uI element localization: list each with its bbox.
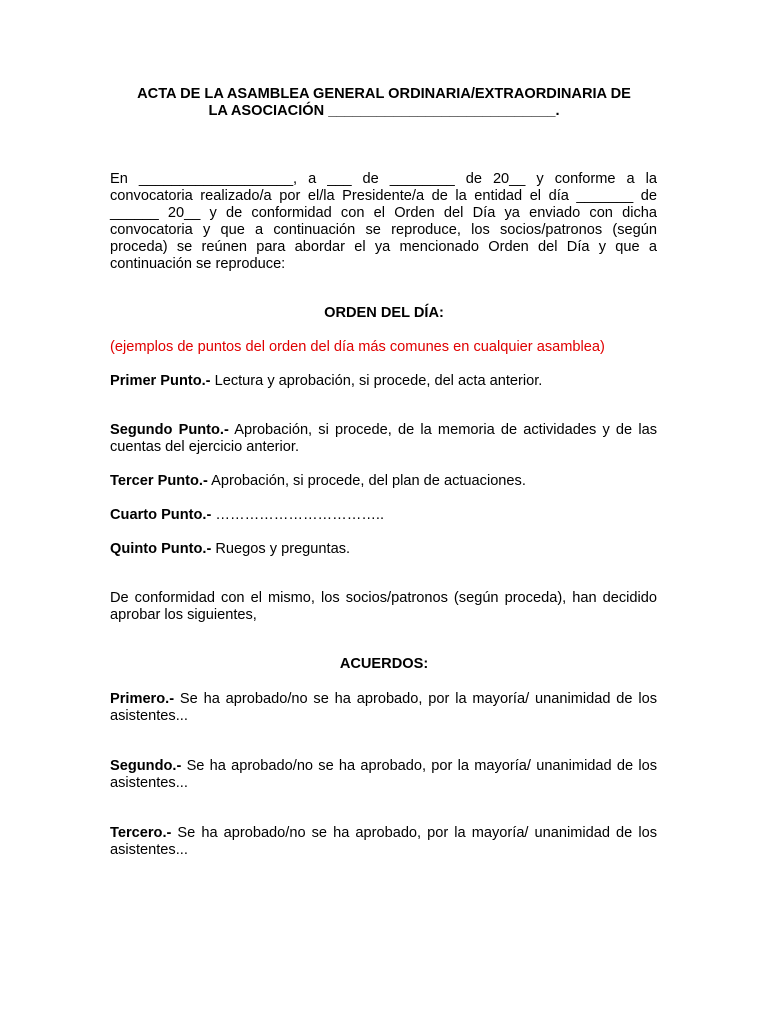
acuerdo-3 [110,825,657,859]
acuerdo-label: Primero.- [110,691,175,707]
point-label: Primer Punto.- [110,373,211,389]
point-1 [110,373,657,390]
point-3 [110,473,657,490]
conformity-paragraph: De conformidad con el mismo, los socios/patronos (según proceda), han decidido aprobar los siguientes, [110,590,657,623]
point-label: Tercer Punto.- [110,473,208,489]
acuerdos-heading: ACUERDOS: [339,656,429,672]
title-line-2: LA ASOCIACIÓN ____________________________. [208,103,560,119]
acuerdo-text: Se ha aprobado/no se ha aprobado, por la mayoría/ unanimidad de los asistentes... [110,758,657,791]
acuerdo-label: Tercero.- [110,825,172,841]
point-text: Lectura y aprobación, si procede, del acta anterior. [210,373,543,389]
intro-paragraph: En ___________________, a ___ de ________ de 20__ y conforme a la convocatoria realizado/a por el/la Presidente/a de la entidad el día _______ de ______ 20__ y de conformidad con el Orden del Día ya enviado con dicha convocatoria y que a continuación se reproduce, los socios/patronos (según proceda) se reúnen para abordar el ya mencionado Orden del Día y que a continuación se reproduce: [110,171,657,272]
title-line-1: ACTA DE LA ASAMBLEA GENERAL ORDINARIA/EXTRAORDINARIA DE [137,86,631,102]
point-4 [110,507,657,524]
document-title [110,86,658,120]
point-label: Quinto Punto.- [110,541,212,557]
acuerdo-label: Segundo.- [110,758,182,774]
point-5 [110,541,657,558]
examples-note: (ejemplos de puntos del orden del día más comunes en cualquier asamblea) [110,339,605,355]
point-text: Ruegos y preguntas. [211,541,351,557]
acuerdo-1 [110,691,657,725]
acuerdo-text: Se ha aprobado/no se ha aprobado, por la mayoría/ unanimidad de los asistentes... [110,825,657,858]
orden-heading: ORDEN DEL DÍA: [324,305,444,321]
point-label: Segundo Punto.- [110,422,229,438]
point-text: Aprobación, si procede, del plan de actuaciones. [207,473,526,489]
acuerdo-2 [110,758,657,792]
point-2 [110,422,657,456]
point-label: Cuarto Punto.- [110,507,212,523]
point-text: Aprobación, si procede, de la memoria de actividades y de las cuentas del ejercicio anterior. [110,422,657,455]
acuerdo-text: Se ha aprobado/no se ha aprobado, por la mayoría/ unanimidad de los asistentes... [110,691,657,724]
point-text: …………………………….. [211,507,385,523]
